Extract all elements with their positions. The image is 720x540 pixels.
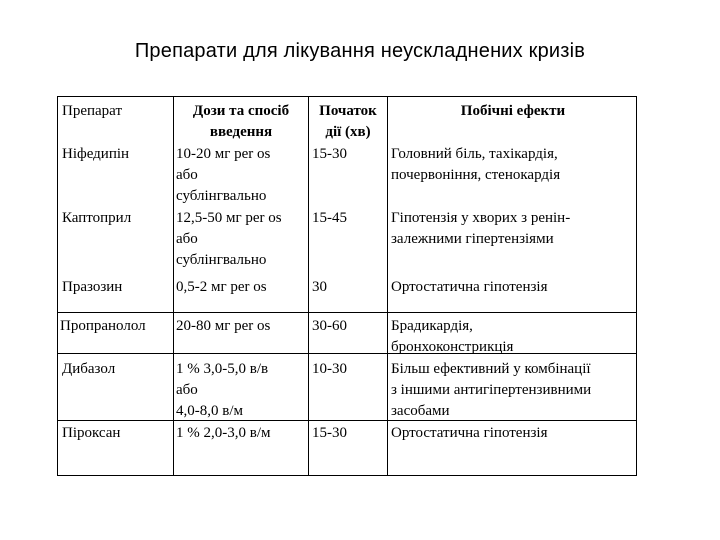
cell-effects: залежними гіпертензіями — [391, 231, 554, 247]
cell-dose: 4,0-8,0 в/м — [176, 403, 243, 419]
cell-onset: 30-60 — [312, 318, 347, 334]
column-divider — [308, 97, 309, 475]
cell-dose: 0,5-2 мг per os — [176, 279, 267, 295]
cell-dose: або — [176, 167, 198, 183]
cell-drug: Піроксан — [62, 425, 121, 441]
cell-dose: 20-80 мг per os — [176, 318, 271, 334]
column-divider — [387, 97, 388, 475]
header-onset-line2: дії (хв) — [325, 124, 371, 140]
cell-dose: 12,5-50 мг per os — [176, 210, 282, 226]
row-divider — [58, 420, 636, 421]
cell-effects: з іншими антигіпертензивними — [391, 382, 592, 398]
header-effects: Побічні ефекти — [460, 103, 566, 119]
cell-effects: Гіпотензія у хворих з ренін- — [391, 210, 571, 226]
cell-dose: 1 % 3,0-5,0 в/в — [176, 361, 269, 377]
cell-effects: засобами — [391, 403, 450, 419]
cell-onset: 15-45 — [312, 210, 347, 226]
cell-onset: 10-30 — [312, 361, 347, 377]
cell-drug: Празозин — [62, 279, 123, 295]
cell-dose: 10-20 мг per os — [176, 146, 271, 162]
cell-drug: Каптоприл — [62, 210, 132, 226]
cell-effects: Головний біль, тахікардія, — [391, 146, 558, 162]
header-onset-line1: Початок — [319, 103, 377, 119]
column-divider — [173, 97, 174, 475]
cell-onset: 15-30 — [312, 425, 347, 441]
cell-dose: або — [176, 382, 198, 398]
header-dose-line1: Дози та спосіб — [192, 103, 290, 119]
header-dose-line2: введення — [209, 124, 273, 140]
row-divider — [58, 312, 636, 313]
page-title: Препарати для лікування неускладнених кризів — [134, 40, 586, 62]
cell-effects: Брадикардія, — [391, 318, 473, 334]
drug-table — [57, 96, 637, 476]
cell-dose: 1 % 2,0-3,0 в/м — [176, 425, 271, 441]
cell-dose: сублінгвально — [176, 188, 267, 204]
cell-onset: 15-30 — [312, 146, 347, 162]
cell-drug: Пропранолол — [60, 318, 146, 334]
cell-effects: Ортостатична гіпотензія — [391, 425, 548, 441]
cell-effects: Ортостатична гіпотензія — [391, 279, 548, 295]
cell-onset: 30 — [312, 279, 327, 295]
cell-effects: Більш ефективний у комбінації — [391, 361, 591, 377]
row-divider — [58, 353, 636, 354]
cell-drug: Ніфедипін — [62, 146, 130, 162]
cell-drug: Дибазол — [62, 361, 116, 377]
header-drug: Препарат — [62, 103, 122, 119]
cell-effects: бронхоконстрикція — [391, 339, 514, 355]
cell-dose: сублінгвально — [176, 252, 267, 268]
cell-dose: або — [176, 231, 198, 247]
cell-effects: почервоніння, стенокардія — [391, 167, 561, 183]
